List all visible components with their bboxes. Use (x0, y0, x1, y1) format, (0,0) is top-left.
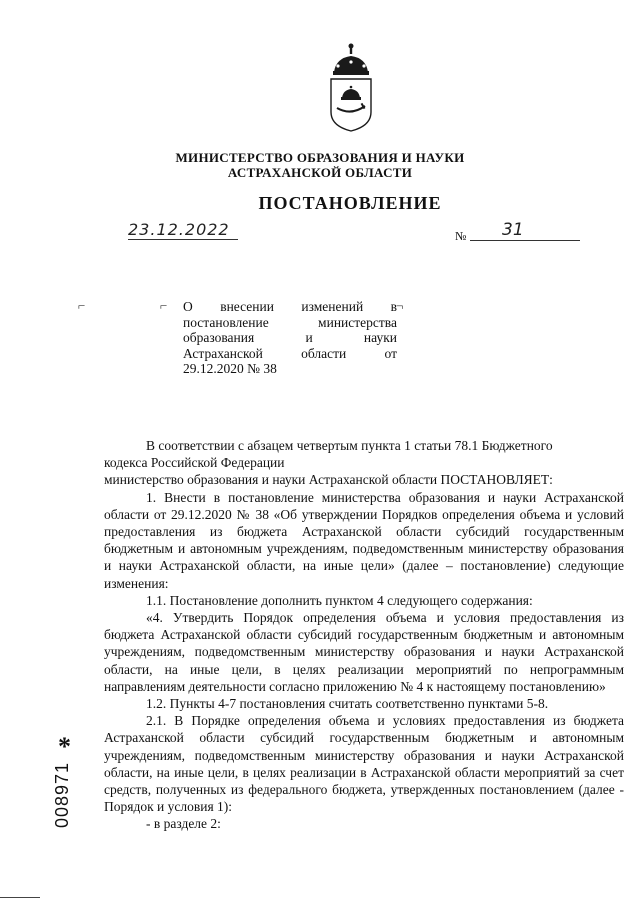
paragraph-1: 1. Внести в постановление министерства образования и науки Астраханской области от 29.12.2020 № 38 «Об утверждении Порядков определения объема и условий предоставления из бюджета Астраханской области субсидий государственным бюджетным и автономным учреждениям, подведомственным министерству образования и науки Астраханской области, на иные цели» (далее – постановление) следующие изменения: (104, 489, 624, 591)
paragraph-1-2: 1.2. Пункты 4-7 постановления считать соответственно пунктами 5-8. (146, 696, 549, 712)
corner-mark-left: ⌐ (78, 298, 86, 313)
subject-line-5: 29.12.2020 № 38 (183, 361, 277, 376)
intro-line-3: министерство образования и науки Астраханской области ПОСТАНОВЛЯЕТ: (104, 472, 553, 488)
ministry-name-line1: МИНИСТЕРСТВО ОБРАЗОВАНИЯ И НАУКИ (175, 150, 465, 165)
document-date: 23.12.2022 (128, 220, 238, 240)
asterisk-mark: * (58, 732, 71, 761)
side-registration-stamp (42, 732, 82, 828)
corner-mark-subject-left: ⌐ (160, 298, 168, 313)
paragraph-4-quote: «4. Утвердить Порядок определения объема и условия предоставления из бюджета Астраханской области субсидий государственным бюджетным и автономным учреждениям, подведомственным министерству образования и науки Астраханской области, на иные цели, в целях реализации мероприятий по непрограммным направлениям деятельности согласно приложению № 4 к настоящему постановлению» (104, 610, 624, 694)
document-subject (183, 299, 397, 377)
subject-line-3: образования и науки (183, 330, 397, 345)
document-type-title: ПОСТАНОВЛЕНИЕ (258, 193, 442, 213)
document-number: 31 (470, 220, 580, 241)
subject-line-1: О внесении изменений в (183, 299, 397, 314)
ministry-name-line2: АСТРАХАНСКОЙ ОБЛАСТИ (227, 165, 413, 180)
number-label: № (455, 229, 467, 243)
subject-line-2: постановление министерства (183, 314, 397, 330)
paragraph-1-1: 1.1. Постановление дополнить пунктом 4 следующего содержания: (146, 592, 533, 608)
coat-of-arms-emblem (326, 42, 376, 132)
intro-line-2: кодекса Российской Федерации (104, 455, 285, 471)
footer-rule (0, 897, 40, 898)
intro-line-1: В соответствии с абзацем четвертым пункта 1 статьи 78.1 Бюджетного (146, 438, 553, 453)
document-body (104, 437, 624, 833)
registration-number: 008971 (52, 761, 72, 828)
paragraph-section-2: - в разделе 2: (146, 816, 221, 832)
subject-line-4: Астраханской области от (183, 345, 397, 361)
corner-mark-subject-right: ¬ (396, 298, 404, 313)
paragraph-2-1: 2.1. В Порядке определения объема и условиях предоставления из бюджета Астраханской области субсидий государственным бюджетным и автономным учреждениям, подведомственным министерству образования и науки Астраханской области, на иные цели, в целях реализации в Астраханской области мероприятий за счет средств, полученных из федерального бюджета, утвержденных постановлением (далее - Порядок и условия 1): (104, 713, 624, 815)
